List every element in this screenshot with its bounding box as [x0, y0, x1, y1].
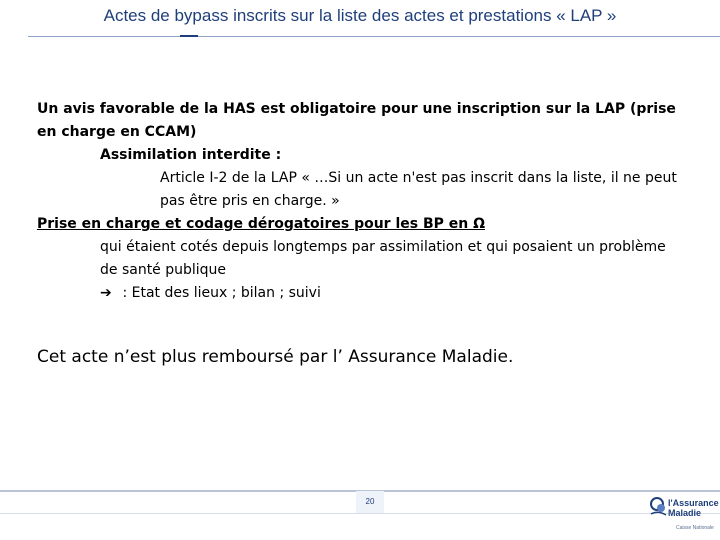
- follow-up-text: : Etat des lieux ; bilan ; suivi: [118, 285, 321, 301]
- logo-text-line1: l'Assurance: [668, 498, 719, 508]
- footer-bottom-divider: [0, 513, 720, 514]
- logo-text-line3: Caisse Nationale: [676, 525, 714, 531]
- title-accent: [180, 35, 198, 37]
- logo-mark-icon: [648, 496, 668, 518]
- assurance-maladie-logo: [648, 494, 718, 538]
- slide-title: Actes de bypass inscrits sur la liste des actes et prestations « LAP »: [103, 6, 617, 25]
- derogation-explanation: qui étaient cotés depuis longtemps par assimilation et qui posaient un problème de santé publique: [100, 239, 666, 278]
- article-quote: Article I-2 de la LAP « …Si un acte n'est pas inscrit dans la liste, il ne peut pas être pris en charge. »: [160, 170, 677, 209]
- assimilation-heading: Assimilation interdite :: [100, 147, 282, 163]
- logo-text-line2: Maladie: [668, 508, 702, 518]
- derogation-heading: Prise en charge et codage dérogatoires pour les BP en Ω: [37, 216, 485, 232]
- title-divider: [28, 36, 720, 37]
- slide-body: [37, 98, 687, 305]
- has-requirement-text: Un avis favorable de la HAS est obligatoire pour une inscription sur la LAP (prise en charge en CCAM): [37, 101, 676, 140]
- follow-up-line: [37, 282, 687, 305]
- arrow-right-icon: ➔: [100, 285, 112, 301]
- page-number: 20: [356, 491, 384, 513]
- closing-statement: Cet acte n’est plus remboursé par l’ Assurance Maladie.: [37, 347, 514, 367]
